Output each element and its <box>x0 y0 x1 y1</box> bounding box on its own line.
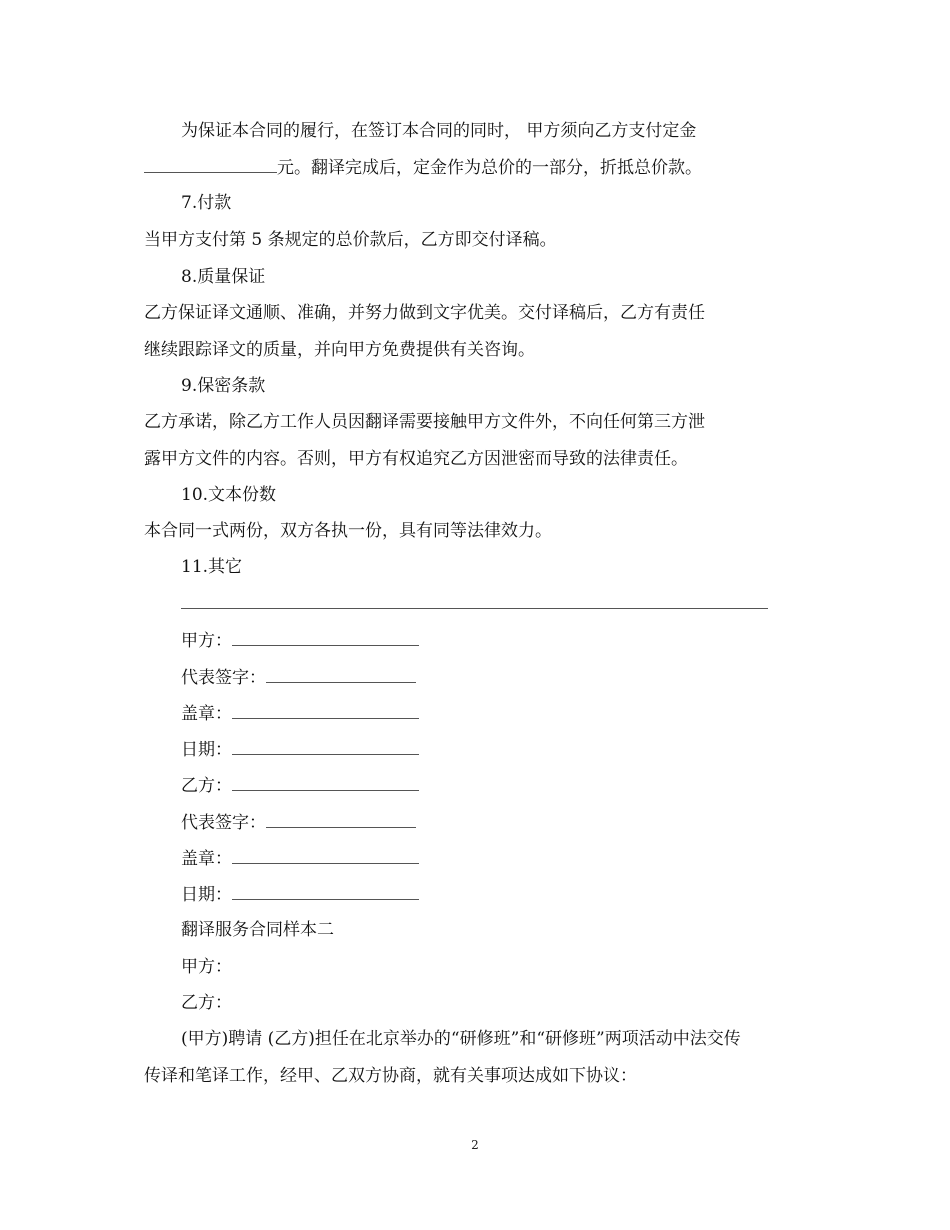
date-a-blank <box>232 739 419 755</box>
quality-paragraph-line-1: 乙方保证译文通顺、准确，并努力做到文字优美。交付译稿后，乙方有责任 <box>144 303 705 323</box>
deposit-amount-blank <box>144 157 277 173</box>
party-b-blank <box>232 775 419 791</box>
seal-a-label: 盖章： <box>181 704 232 724</box>
signature-date-b-row <box>181 884 419 905</box>
rep-sign-b-blank <box>266 812 416 828</box>
payment-paragraph: 当甲方支付第 5 条规定的总价款后，乙方即交付译稿。 <box>144 230 557 250</box>
copies-paragraph: 本合同一式两份，双方各执一份，具有同等法律效力。 <box>144 521 552 541</box>
sample-two-intro-line-1: (甲方)聘请 (乙方)担任在北京举办的“研修班”和“研修班”两项活动中法交传 <box>181 1029 741 1049</box>
deposit-paragraph-text: 元。翻译完成后，定金作为总价的一部分，折抵总价款。 <box>277 158 702 178</box>
other-heading: 11.其它 <box>181 557 243 577</box>
date-b-label: 日期： <box>181 885 232 905</box>
sample-two-party-b: 乙方： <box>181 993 232 1013</box>
sample-two-title: 翻译服务合同样本二 <box>181 920 334 940</box>
signature-party-b-row <box>181 775 419 796</box>
signature-party-a-row <box>181 630 419 651</box>
quality-paragraph-line-2: 继续跟踪译文的质量，并向甲方免费提供有关咨询。 <box>144 340 535 360</box>
payment-heading: 7.付款 <box>181 193 232 213</box>
date-a-label: 日期： <box>181 740 232 760</box>
sample-two-party-a: 甲方： <box>181 957 232 977</box>
rep-sign-a-blank <box>266 667 416 683</box>
quality-heading: 8.质量保证 <box>181 267 266 287</box>
signature-seal-b-row <box>181 848 419 869</box>
rep-sign-b-label: 代表签字： <box>181 813 266 833</box>
deposit-paragraph-line-2 <box>144 157 702 178</box>
signature-rep-b-row <box>181 812 416 833</box>
date-b-blank <box>232 884 419 900</box>
page-number: 2 <box>471 1138 479 1152</box>
signature-rep-a-row <box>181 667 416 688</box>
confidential-heading: 9.保密条款 <box>181 376 266 396</box>
deposit-paragraph-line-1: 为保证本合同的履行，在签订本合同的同时， 甲方须向乙方支付定金 <box>181 121 697 141</box>
sample-two-intro-line-2: 传译和笔译工作，经甲、乙双方协商，就有关事项达成如下协议： <box>144 1066 637 1086</box>
seal-b-label: 盖章： <box>181 849 232 869</box>
copies-heading: 10.文本份数 <box>181 485 277 505</box>
signature-date-a-row <box>181 739 419 760</box>
other-terms-blank-line <box>181 608 768 609</box>
rep-sign-a-label: 代表签字： <box>181 668 266 688</box>
seal-a-blank <box>232 703 419 719</box>
seal-b-blank <box>232 848 419 864</box>
confidential-paragraph-line-1: 乙方承诺，除乙方工作人员因翻译需要接触甲方文件外，不向任何第三方泄 <box>144 412 705 432</box>
confidential-paragraph-line-2: 露甲方文件的内容。否则，甲方有权追究乙方因泄密而导致的法律责任。 <box>144 449 688 469</box>
party-a-blank <box>232 630 419 646</box>
party-a-label: 甲方： <box>181 631 232 651</box>
party-b-label: 乙方： <box>181 776 232 796</box>
signature-seal-a-row <box>181 703 419 724</box>
